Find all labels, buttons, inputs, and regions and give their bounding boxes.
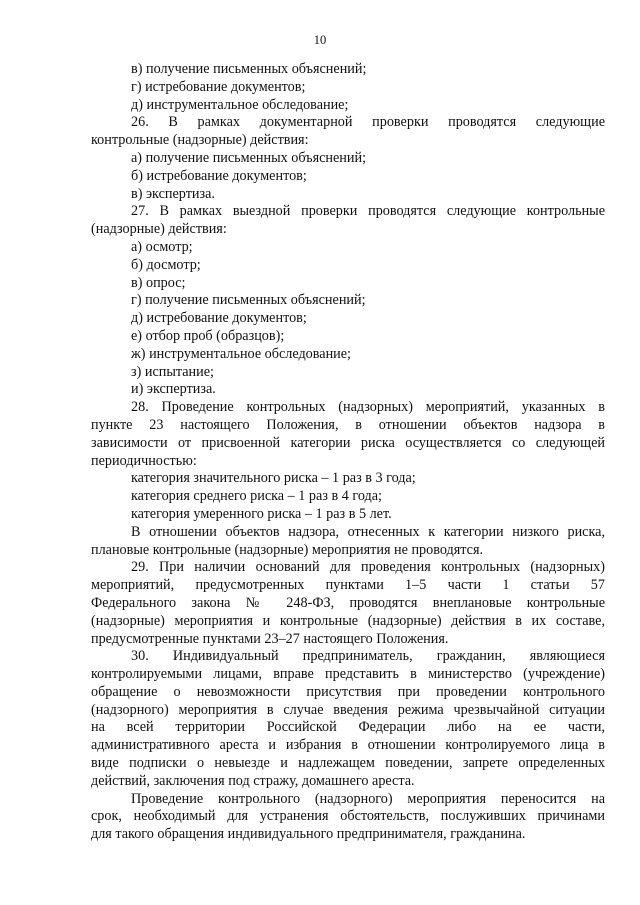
text-line: Проведение контрольного (надзорного) мероприятия переносится на bbox=[131, 790, 605, 807]
text-line: в) получение письменных объяснений; bbox=[131, 61, 367, 77]
text-line: административного ареста и избрания в отношении контролируемого лица в bbox=[91, 737, 605, 754]
text-line: в) опрос; bbox=[131, 274, 186, 291]
text-line: (надзорные) действия: bbox=[91, 221, 227, 238]
text-line: (надзорного) мероприятия в случае введения режима чрезвычайной ситуации bbox=[91, 701, 605, 718]
text-line: Федерального закона № 248-ФЗ, проводятся внеплановые контрольные bbox=[91, 594, 605, 611]
text-line: пункте 23 настоящего Положения, в отношении объектов надзора в bbox=[91, 416, 605, 433]
text-line: 26. В рамках документарной проверки проводятся следующие bbox=[131, 114, 605, 131]
text-line: д) истребование документов; bbox=[131, 310, 307, 327]
text-line: б) досмотр; bbox=[131, 256, 201, 273]
text-line: зависимости от присвоенной категории риска осуществляется со следующей bbox=[91, 434, 605, 451]
text-line: В отношении объектов надзора, отнесенных к категории низкого риска, bbox=[131, 523, 605, 540]
text-line: плановые контрольные (надзорные) мероприятия не проводятся. bbox=[91, 541, 484, 558]
text-line: ж) инструментальное обследование; bbox=[131, 345, 352, 362]
text-line: и) экспертиза. bbox=[131, 381, 216, 398]
text-line: виде подписки о невыезде и надлежащем поведении, запрете определенных bbox=[91, 755, 605, 772]
text-line: мероприятий, предусмотренных пунктами 1–5 части 1 статьи 57 bbox=[91, 577, 605, 594]
text-line: действий, заключения под стражу, домашнего ареста. bbox=[91, 772, 415, 789]
text-line: категория умеренного риска – 1 раз в 5 лет. bbox=[131, 505, 392, 522]
text-line: д) инструментальное обследование; bbox=[131, 96, 349, 113]
text-line: а) получение письменных объяснений; bbox=[131, 149, 367, 166]
text-line: 29. При наличии оснований для проведения контрольных (надзорных) bbox=[131, 559, 605, 576]
text-line: контролируемыми лицами, вправе представить в министерство (учреждение) bbox=[91, 666, 605, 683]
text-line: в) экспертиза. bbox=[131, 185, 215, 202]
text-line: б) истребование документов; bbox=[131, 167, 307, 184]
text-line: категория среднего риска – 1 раз в 4 года; bbox=[131, 488, 382, 505]
text-line: е) отбор проб (образцов); bbox=[131, 327, 285, 344]
text-line: а) осмотр; bbox=[131, 238, 193, 255]
text-line: 28. Проведение контрольных (надзорных) мероприятий, указанных в bbox=[131, 399, 605, 416]
text-line: 30. Индивидуальный предприниматель, гражданин, являющиеся bbox=[131, 648, 605, 665]
text-line: обращение о невозможности присутствия при проведении контрольного bbox=[91, 683, 605, 700]
text-line: категория значительного риска – 1 раз в 3 года; bbox=[131, 470, 416, 487]
text-line: г) истребование документов; bbox=[131, 78, 306, 95]
text-line: периодичностью: bbox=[91, 452, 197, 469]
text-line: г) получение письменных объяснений; bbox=[131, 292, 366, 309]
text-line: з) испытание; bbox=[131, 363, 214, 380]
text-line: для такого обращения индивидуального предпринимателя, гражданина. bbox=[91, 826, 526, 843]
text-line: предусмотренные пунктами 23–27 настоящего Положения. bbox=[91, 630, 449, 647]
text-line: на всей территории Российской Федерации либо на ее части, bbox=[91, 719, 605, 736]
document-body bbox=[91, 61, 605, 844]
page-number: 10 bbox=[313, 33, 327, 47]
text-line: 27. В рамках выездной проверки проводятся следующие контрольные bbox=[131, 203, 605, 220]
text-line: срок, необходимый для устранения обстоятельств, послуживших причинами bbox=[91, 808, 605, 825]
text-line: (надзорные) мероприятия и контрольные (надзорные) действия в их составе, bbox=[91, 612, 605, 629]
text-line: контрольные (надзорные) действия: bbox=[91, 132, 309, 149]
